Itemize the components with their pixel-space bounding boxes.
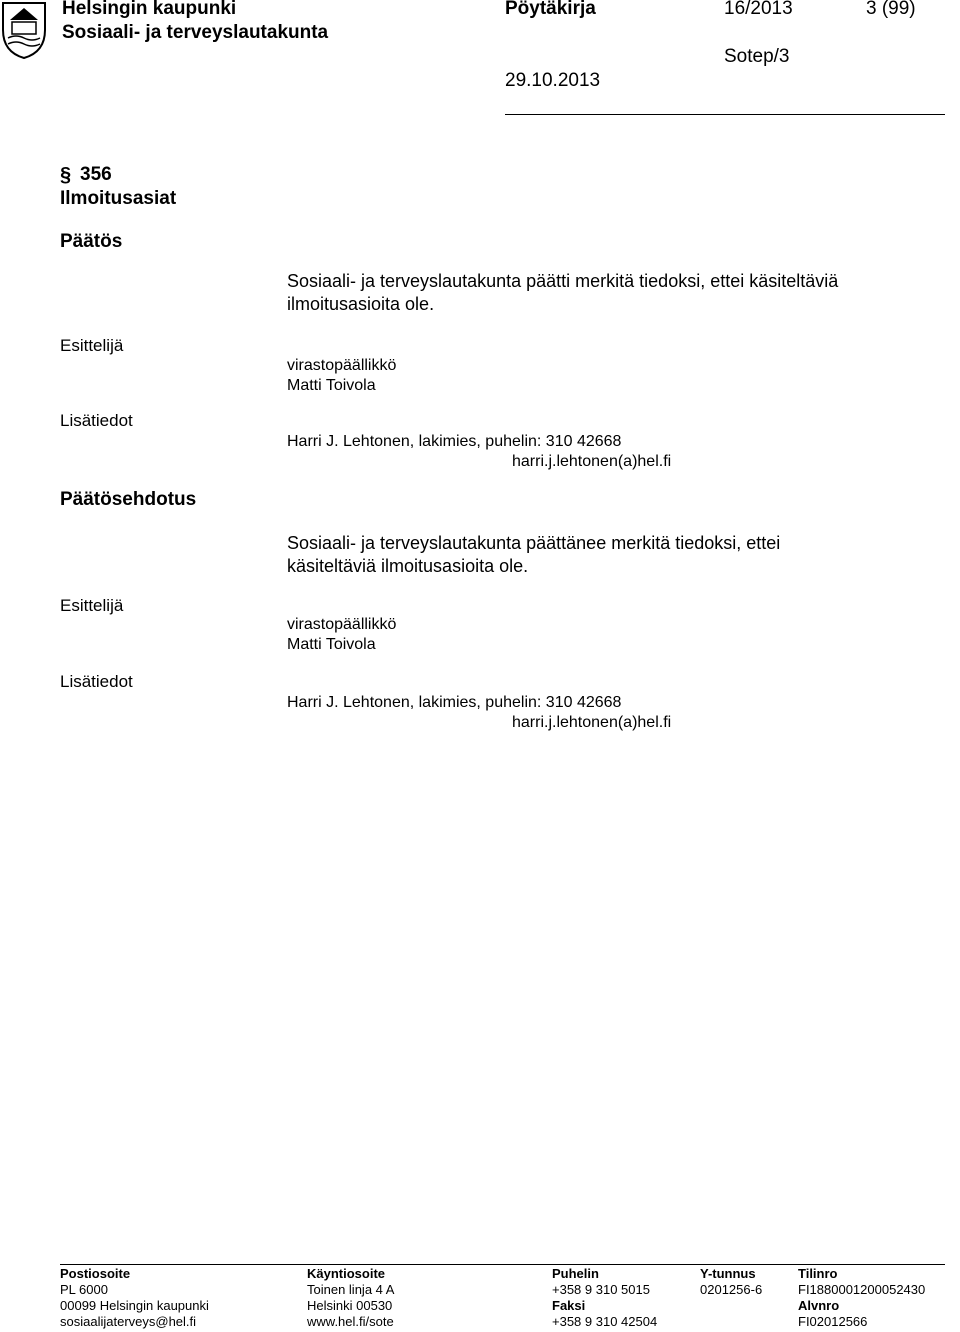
proposal-text-line2: käsiteltäviä ilmoitusasioita ole. xyxy=(287,556,529,576)
footer-business-id-heading: Y-tunnus xyxy=(700,1266,756,1281)
decision-presenter-label: Esittelijä xyxy=(60,336,124,355)
footer-account xyxy=(798,1266,925,1330)
footer-phone-heading: Puhelin xyxy=(552,1266,599,1281)
footer-fax-heading: Faksi xyxy=(552,1298,586,1313)
footer-account-heading: Tilinro xyxy=(798,1266,838,1281)
decision-info-label: Lisätiedot xyxy=(60,411,133,430)
page-number: 3 (99) xyxy=(866,0,916,19)
footer-business-id-value: 0201256-6 xyxy=(700,1282,763,1297)
footer-fax-number: +358 9 310 42504 xyxy=(552,1314,658,1329)
doc-number: 16/2013 xyxy=(724,0,793,19)
item-title: Ilmoitusasiat xyxy=(60,188,177,209)
footer-visit-line1: Toinen linja 4 A xyxy=(307,1282,395,1297)
doc-type: Pöytäkirja xyxy=(505,0,596,19)
proposal-info-line1: Harri J. Lehtonen, lakimies, puhelin: 310 42668 xyxy=(287,694,622,711)
footer-business-id xyxy=(700,1266,762,1298)
decision-info-email: harri.j.lehtonen(a)hel.fi xyxy=(512,453,672,470)
proposal-presenter-name: Matti Toivola xyxy=(287,636,376,653)
item-number: 356 xyxy=(80,164,112,185)
footer-phone xyxy=(552,1266,657,1330)
footer-email: sosiaalijaterveys@hel.fi xyxy=(60,1314,197,1329)
proposal-presenter-title: virastopäällikkö xyxy=(287,616,397,633)
footer-visit-heading: Käyntiosoite xyxy=(307,1266,386,1281)
footer-vat-number: FI02012566 xyxy=(798,1314,868,1329)
footer-postal-line2: 00099 Helsingin kaupunki xyxy=(60,1298,209,1313)
decision-presenter-name: Matti Toivola xyxy=(287,377,376,394)
footer-divider xyxy=(60,1264,945,1265)
meeting-date: 29.10.2013 xyxy=(505,70,601,91)
footer-postal-line1: PL 6000 xyxy=(60,1282,108,1297)
paragraph-symbol: § xyxy=(60,164,72,186)
header-divider xyxy=(505,114,945,115)
footer-visit-line2: Helsinki 00530 xyxy=(307,1298,393,1313)
footer-vat-heading: Alvnro xyxy=(798,1298,840,1313)
proposal-info-label: Lisätiedot xyxy=(60,672,133,691)
decision-text-line2: ilmoitusasioita ole. xyxy=(287,294,435,314)
board-name: Sosiaali- ja terveyslautakunta xyxy=(62,22,329,43)
footer-visit xyxy=(307,1266,394,1330)
footer-phone-number: +358 9 310 5015 xyxy=(552,1282,650,1297)
footer-account-number: FI1880001200052430 xyxy=(798,1282,926,1297)
footer-postal-heading: Postiosoite xyxy=(60,1266,131,1281)
proposal-presenter-label: Esittelijä xyxy=(60,596,124,615)
decision-heading: Päätös xyxy=(60,231,123,252)
proposal-text-line1: Sosiaali- ja terveyslautakunta päättänee merkitä tiedoksi, ettei xyxy=(287,533,781,553)
proposal-info-email: harri.j.lehtonen(a)hel.fi xyxy=(512,714,672,731)
org-name: Helsingin kaupunki xyxy=(62,0,237,19)
proposal-heading: Päätösehdotus xyxy=(60,489,197,510)
decision-info-line1: Harri J. Lehtonen, lakimies, puhelin: 310 42668 xyxy=(287,433,622,450)
section-code: Sotep/3 xyxy=(724,46,790,67)
helsinki-crest-icon xyxy=(0,0,48,60)
decision-text-line1: Sosiaali- ja terveyslautakunta päätti merkitä tiedoksi, ettei käsiteltäviä xyxy=(287,271,839,291)
decision-presenter-title: virastopäällikkö xyxy=(287,357,397,374)
footer-postal xyxy=(60,1266,209,1330)
footer-website: www.hel.fi/sote xyxy=(307,1314,394,1329)
